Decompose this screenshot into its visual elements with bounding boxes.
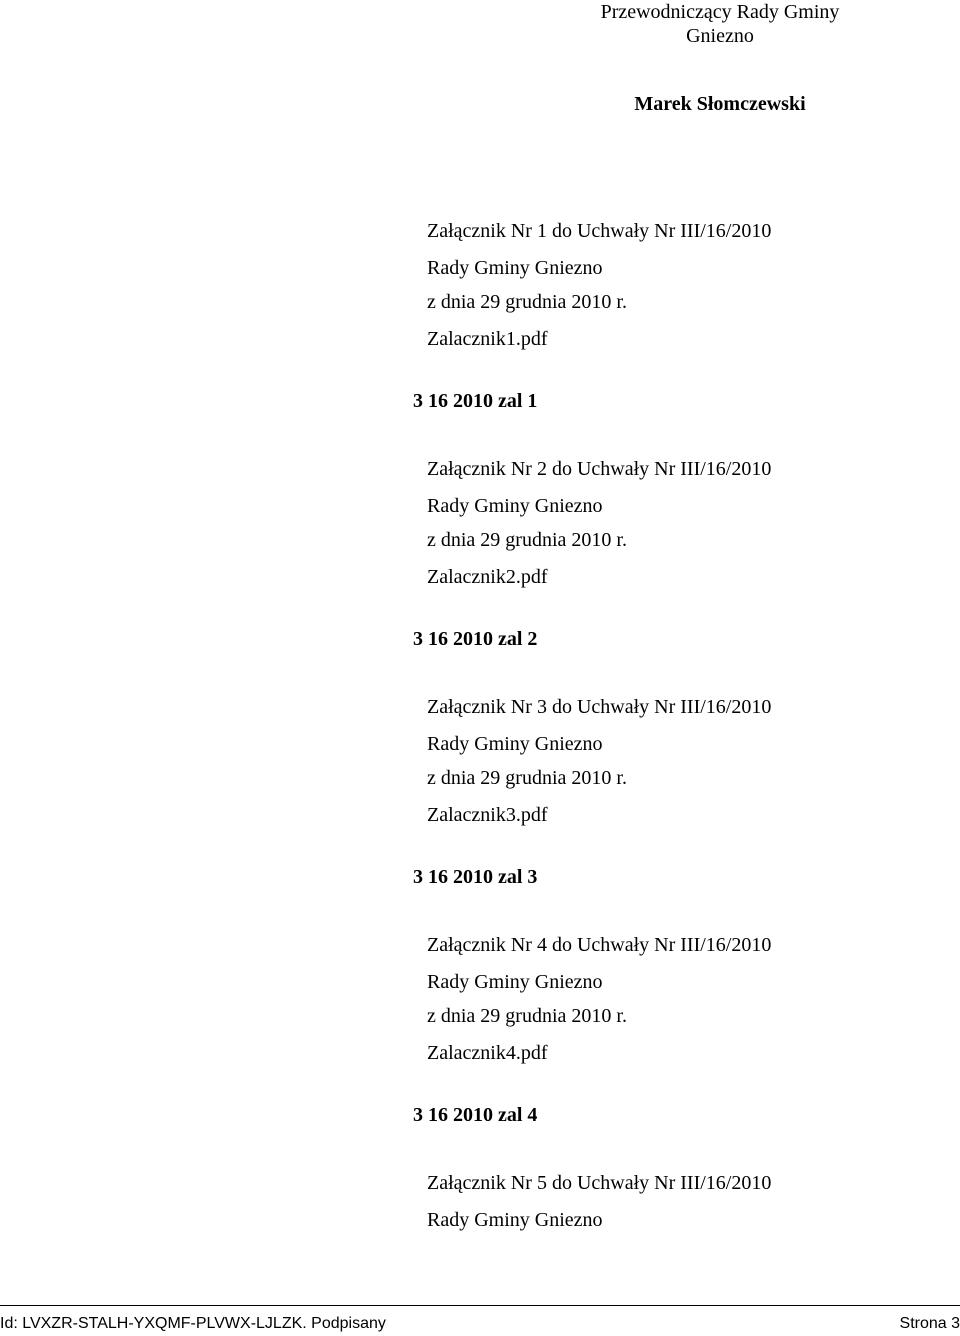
attachment-4-body: Rady Gminy Gniezno [427, 971, 603, 993]
attachment-3-date: z dnia 29 grudnia 2010 r. [427, 767, 627, 789]
attachment-3-title: 3 16 2010 zal 3 [413, 866, 538, 888]
signature-role-line-2: Gniezno [686, 25, 754, 47]
attachment-5-header: Załącznik Nr 5 do Uchwały Nr III/16/2010 [427, 1172, 772, 1194]
signature-role-line-1: Przewodniczący Rady Gminy [600, 1, 840, 23]
page-number: Strona 3 [899, 1315, 960, 1332]
attachment-3-header: Załącznik Nr 3 do Uchwały Nr III/16/2010 [427, 696, 772, 718]
attachment-5-body: Rady Gminy Gniezno [427, 1209, 603, 1231]
page-footer [0, 1305, 960, 1336]
attachment-2-header: Załącznik Nr 2 do Uchwały Nr III/16/2010 [427, 458, 772, 480]
attachment-1-body: Rady Gminy Gniezno [427, 257, 603, 279]
signature-name: Marek Słomczewski [634, 93, 806, 115]
attachment-4-date: z dnia 29 grudnia 2010 r. [427, 1005, 627, 1027]
attachment-2-title: 3 16 2010 zal 2 [413, 628, 538, 650]
attachment-2-file: Zalacznik2.pdf [427, 566, 548, 588]
attachment-1-header: Załącznik Nr 1 do Uchwały Nr III/16/2010 [427, 220, 772, 242]
attachment-1-title: 3 16 2010 zal 1 [413, 390, 538, 412]
attachment-4-title: 3 16 2010 zal 4 [413, 1104, 538, 1126]
document-id: Id: LVXZR-STALH-YXQMF-PLVWX-LJLZK. Podpisany [0, 1315, 386, 1332]
attachment-4-header: Załącznik Nr 4 do Uchwały Nr III/16/2010 [427, 934, 772, 956]
attachment-4-file: Zalacznik4.pdf [427, 1042, 548, 1064]
attachment-3-body: Rady Gminy Gniezno [427, 733, 603, 755]
attachment-3-file: Zalacznik3.pdf [427, 804, 548, 826]
attachment-2-body: Rady Gminy Gniezno [427, 495, 603, 517]
attachment-2-date: z dnia 29 grudnia 2010 r. [427, 529, 627, 551]
attachment-1-file: Zalacznik1.pdf [427, 328, 548, 350]
signature-role [560, 0, 880, 48]
attachment-1-date: z dnia 29 grudnia 2010 r. [427, 291, 627, 313]
